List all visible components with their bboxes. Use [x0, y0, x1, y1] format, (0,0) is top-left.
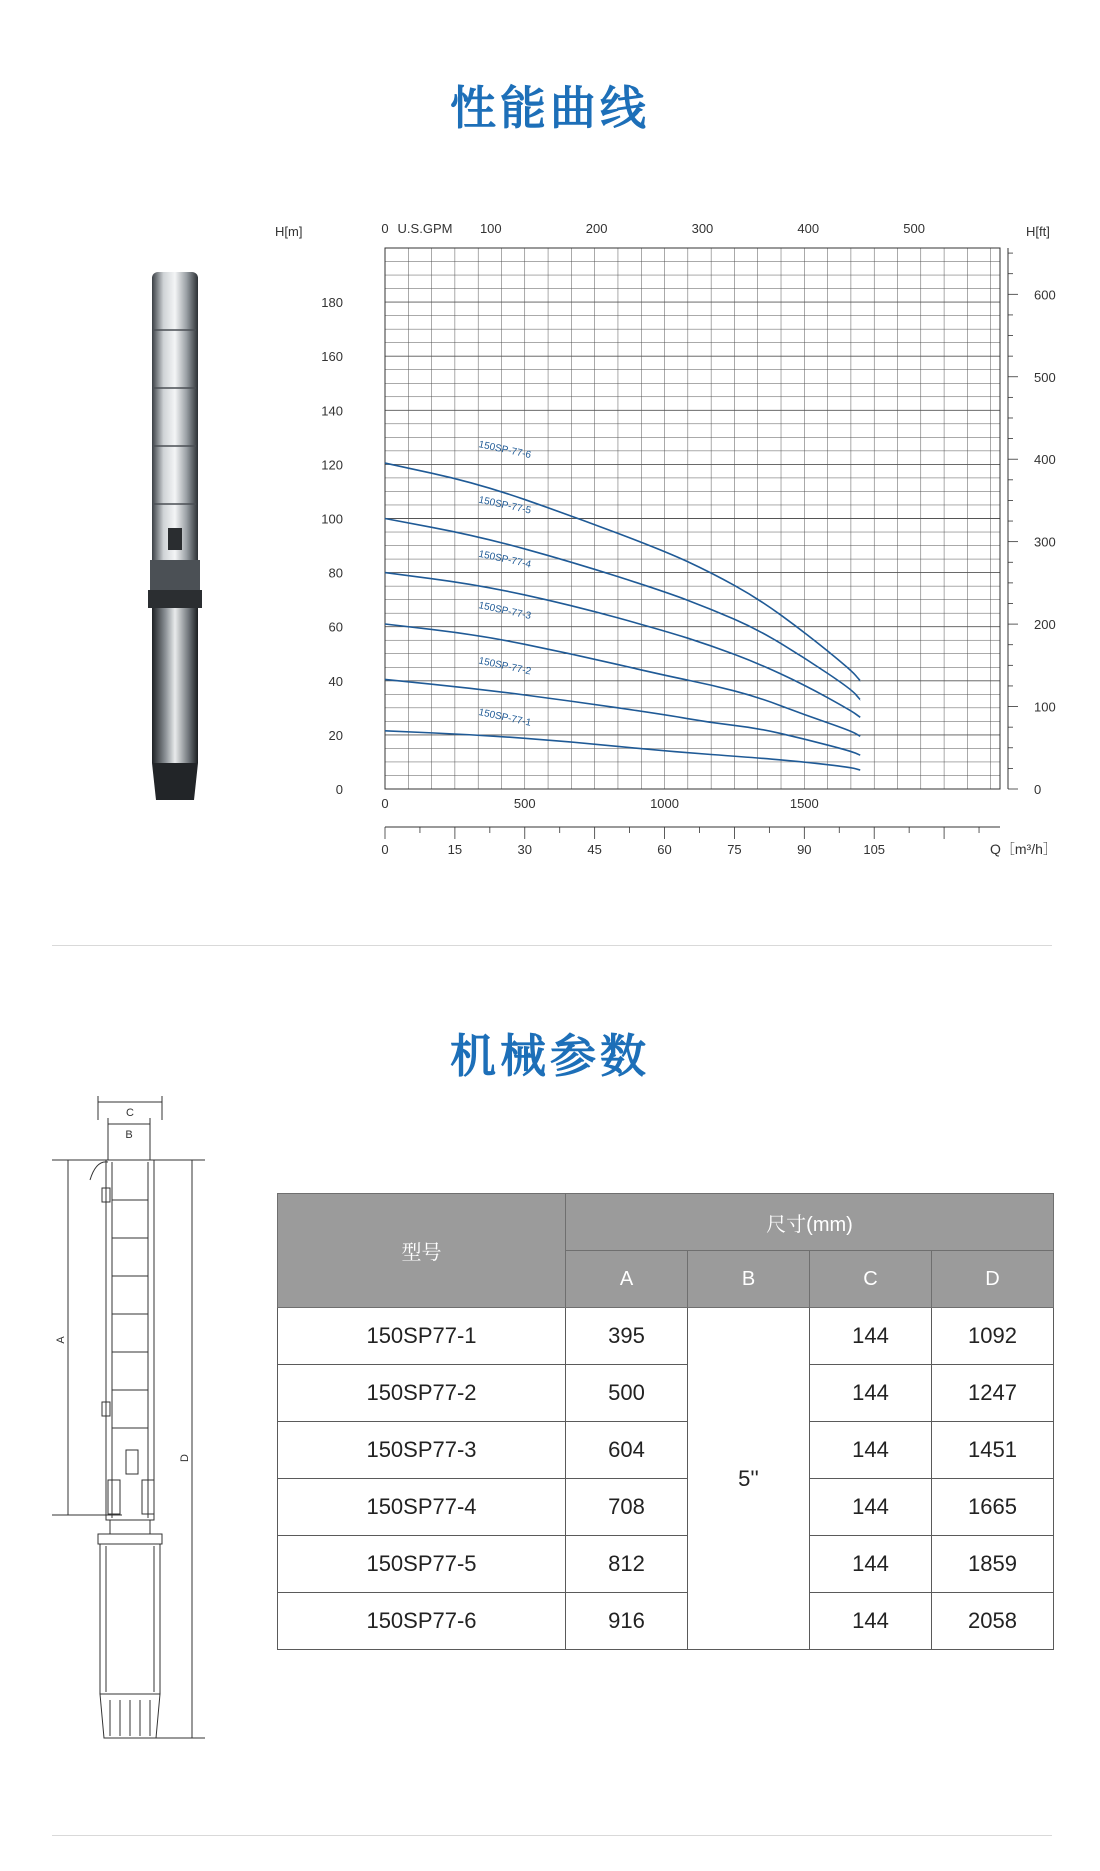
- y2-tick-label: 400: [1034, 452, 1056, 468]
- cell-a: 604: [566, 1422, 688, 1479]
- gpm-tick-label: 0: [381, 221, 389, 236]
- lmin-tick-label: 1500: [789, 796, 819, 811]
- dimension-drawing: [50, 1090, 220, 1755]
- dim-label-c: C: [126, 1107, 134, 1119]
- cell-d: 1665: [932, 1479, 1054, 1536]
- cell-a: 916: [566, 1593, 688, 1650]
- gpm-tick-label: 200: [585, 221, 608, 236]
- cell-d: 1859: [932, 1536, 1054, 1593]
- cell-d: 1451: [932, 1422, 1054, 1479]
- y-tick-label: 180: [321, 295, 343, 311]
- cell-d: 2058: [932, 1593, 1054, 1650]
- cell-b: 5'': [688, 1308, 810, 1650]
- x-tick-label: 45: [587, 842, 602, 857]
- table-row: [278, 1593, 1054, 1650]
- gpm-tick-label: 400: [797, 221, 820, 236]
- cell-a: 500: [566, 1365, 688, 1422]
- x-tick-label: 105: [863, 842, 886, 857]
- y-tick-label: 100: [321, 511, 343, 527]
- cell-model: 150SP77-5: [278, 1536, 566, 1593]
- y2-tick-label: 200: [1034, 617, 1056, 633]
- x-tick-label: 15: [447, 842, 463, 857]
- y-tick-label: 120: [321, 457, 343, 473]
- curve-150SP-77-1: [385, 731, 860, 770]
- x-axis-label: Q［m³/h］: [990, 841, 1057, 857]
- cell-model: 150SP77-6: [278, 1593, 566, 1650]
- header-c: C: [810, 1251, 932, 1308]
- table-row: [278, 1479, 1054, 1536]
- table-row: [278, 1536, 1054, 1593]
- dim-label-a: A: [55, 1336, 67, 1344]
- section-divider: [52, 1835, 1052, 1836]
- y-tick-label: 20: [328, 727, 343, 743]
- curve-label: 150SP-77-5: [477, 494, 533, 517]
- cell-model: 150SP77-1: [278, 1308, 566, 1365]
- cell-c: 144: [810, 1593, 932, 1650]
- table-row: [278, 1422, 1054, 1479]
- y-tick-label: 160: [321, 349, 343, 365]
- cell-c: 144: [810, 1422, 932, 1479]
- lmin-tick-label: 0: [381, 796, 389, 811]
- header-d: D: [932, 1251, 1054, 1308]
- y2-tick-label: 500: [1034, 369, 1056, 385]
- header-b: B: [688, 1251, 810, 1308]
- y-tick-label: 40: [328, 673, 343, 689]
- cell-a: 812: [566, 1536, 688, 1593]
- table-row: [278, 1308, 1054, 1365]
- pump-photo: [140, 260, 210, 810]
- curve-label: 150SP-77-3: [477, 600, 533, 623]
- cell-d: 1247: [932, 1365, 1054, 1422]
- y-tick-label: 140: [321, 403, 343, 419]
- y2-tick-label: 100: [1034, 699, 1056, 715]
- y2-axis-label: H[ft]: [1026, 224, 1050, 239]
- chart-grid: [385, 248, 1000, 789]
- cell-model: 150SP77-2: [278, 1365, 566, 1422]
- curve-label: 150SP-77-4: [477, 548, 533, 571]
- gpm-axis-label: U.S.GPM: [397, 221, 453, 236]
- dim-label-b: B: [125, 1129, 133, 1141]
- section-divider: [52, 945, 1052, 946]
- mechanical-title: 机械参数: [450, 1029, 650, 1083]
- y-tick-label: 0: [335, 782, 343, 797]
- curve-label: 150SP-77-2: [477, 655, 533, 678]
- cell-c: 144: [810, 1308, 932, 1365]
- cell-c: 144: [810, 1479, 932, 1536]
- x-tick-label: 30: [517, 842, 533, 857]
- table-row: [278, 1365, 1054, 1422]
- y2-tick-label: 0: [1034, 782, 1042, 797]
- cell-c: 144: [810, 1536, 932, 1593]
- y-axis-label: H[m]: [275, 224, 303, 239]
- cell-model: 150SP77-4: [278, 1479, 566, 1536]
- performance-title: 性能曲线: [450, 81, 650, 135]
- cell-model: 150SP77-3: [278, 1422, 566, 1479]
- header-model: 型号: [278, 1194, 566, 1308]
- curve-150SP-77-2: [385, 679, 860, 755]
- x-tick-label: 60: [657, 842, 672, 857]
- header-size: 尺寸(mm): [566, 1194, 1054, 1251]
- curve-label: 150SP-77-1: [477, 707, 533, 729]
- spec-table: [277, 1193, 1054, 1650]
- y-tick-label: 60: [328, 619, 343, 635]
- x-tick-label: 75: [727, 842, 742, 857]
- gpm-tick-label: 500: [903, 221, 925, 236]
- lmin-tick-label: 1000: [650, 796, 680, 811]
- cell-a: 708: [566, 1479, 688, 1536]
- x-tick-label: 90: [797, 842, 812, 857]
- gpm-tick-label: 100: [479, 221, 502, 236]
- cell-c: 144: [810, 1365, 932, 1422]
- cell-d: 1092: [932, 1308, 1054, 1365]
- y2-tick-label: 600: [1034, 287, 1056, 303]
- performance-chart: [275, 210, 1080, 875]
- gpm-tick-label: 300: [691, 221, 714, 236]
- y2-tick-label: 300: [1034, 534, 1056, 550]
- curve-label: 150SP-77-6: [477, 439, 533, 462]
- y-tick-label: 80: [328, 565, 343, 581]
- header-a: A: [566, 1251, 688, 1308]
- curve-150SP-77-4: [385, 573, 860, 718]
- curve-150SP-77-3: [385, 624, 860, 736]
- lmin-tick-label: 500: [513, 796, 536, 811]
- dim-label-d: D: [179, 1454, 191, 1462]
- cell-a: 395: [566, 1308, 688, 1365]
- chart-axes: [275, 221, 1057, 857]
- chart-curves: [385, 439, 860, 770]
- x-tick-label: 0: [381, 842, 389, 857]
